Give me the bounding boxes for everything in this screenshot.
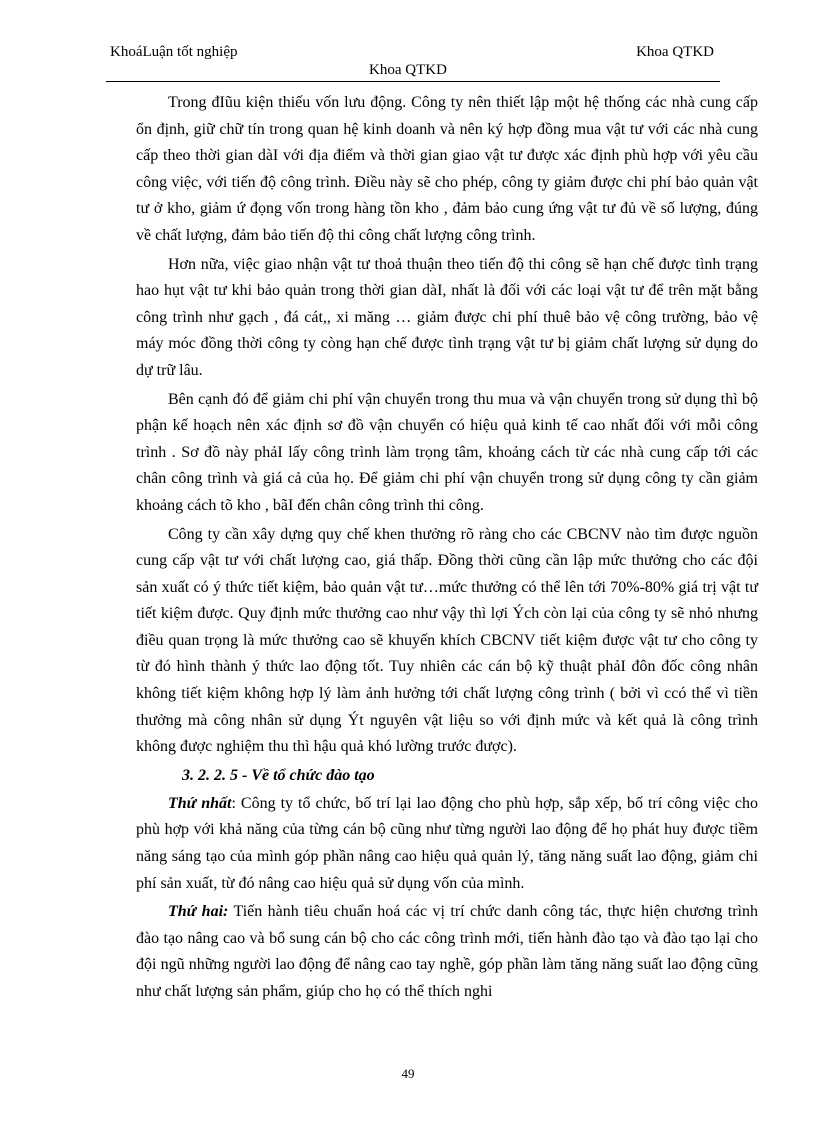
paragraph: Trong đIũu kiện thiếu vốn lưu động. Công ty nên thiết lập một hệ thống các nhà cung cấp ổn định, giữ chữ tín trong quan hệ kinh doanh và nên ký hợp đồng mua vật tư với các nhà cung cấp theo thời gian dàI với địa điểm và thời gian giao vật tư được xác định phù hợp với yêu cầu công việc, với tiến độ công trình. Điều này sẽ cho phép, công ty giảm được chi phí bảo quản vật tư ở kho, giảm ứ đọng vốn trong hàng tồn kho , đảm bảo cung ứng vật tư đủ về số lượng, đúng về chất lượng, đảm bảo tiến độ thi công chất lượng công trình.	[136, 94, 758, 244]
item-text: : Công ty tổ chức, bố trí lại lao động cho phù hợp, sắp xếp, bố trí công việc cho phù hợp với khả năng của từng cán bộ cũng như từng người lao động để họ phát huy được tiềm năng sáng tạo của mình góp phần nâng cao hiệu quả quản lý, tăng năng suất lao động, giảm chi phí sản xuất, từ đó nâng cao hiệu quả sử dụng vốn của mình.	[136, 794, 759, 892]
page-number: 49	[401, 1066, 415, 1081]
paragraph: Hơn nữa, việc giao nhận vật tư thoả thuận theo tiến độ thi công sẽ hạn chế được tình trạng hao hụt vật tư khi bảo quản trong thời gian dàI, nhất là đối với các loại vật tư để trên mặt bằng công trình như gạch , đá cát,, xi măng … giảm được chi phí thuê bảo vệ công trường, bảo vệ máy móc đồng thời công ty còng hạn chế được tình trạng vật tư bị giảm chất lượng sử dụng do dự trữ lâu.	[136, 255, 758, 379]
header-left-title: KhoáLuận tốt nghiệp	[110, 44, 238, 60]
section-heading: 3. 2. 2. 5 - Về tổ chức đào tạo	[182, 766, 375, 784]
item-lead: Thứ nhất	[168, 794, 232, 812]
paragraph: Bên cạnh đó để giảm chi phí vận chuyển trong thu mua và vận chuyển trong sử dụng thì bộ phận kế hoạch nên xác định sơ đồ vận chuyển có hiệu quả kinh tế cao nhất đối với mỗi công trình . Sơ đồ này phảI lấy công trình làm trọng tâm, khoảng cách từ các nhà cung cấp tới các chân công trình và giá cả của họ. Để giảm chi phí vận chuyển trong sử dụng công ty cần giảm khoảng cách tõ kho , bãI đến chân công trình thi công.	[136, 390, 758, 514]
item-text: Tiến hành tiêu chuẩn hoá các vị trí chức danh công tác, thực hiện chương trình đào tạo nâng cao và bổ sung cán bộ cho các công trình mới, tiến hành đào tạo và đào tạo lại cho đội ngũ những người lao động để nâng cao tay nghề, góp phần làm tăng năng suất lao động cũng như chất lượng sản phẩm, giúp cho họ có thể thích nghi	[136, 903, 758, 1000]
header-divider	[106, 81, 720, 82]
paragraph: Công ty cần xây dựng quy chế khen thưởng rõ ràng cho các CBCNV nào tìm được nguồn cung cấp vật tư với chất lượng cao, giá thấp. Đồng thời cũng cần lập mức thưởng cho các đội sản xuất có ý thức tiết kiệm, bảo quản vật tư…mức thưởng có thể lên tới 70%-80% giá trị vật tư tiết kiệm được. Quy định mức thưởng cao như vậy thì lợi Ých còn lại của công ty sẽ nhỏ nhưng điều quan trọng là mức thưởng cao sẽ khuyến khích CBCNV tiết kiệm được vật tư cho công ty từ đó hình thành ý thức lao động tốt. Tuy nhiên các cán bộ kỹ thuật phảI đôn đốc công nhân không tiết kiệm không hợp lý làm ảnh hưởng tới chất lượng công trình ( bởi vì ccó thể vì tiền thưởng mà công nhân sử dụng Ýt nguyên vật liệu so với định mức và kết quả là công trình không được nghiệm thu thì hậu quả khó lường trước được).	[136, 525, 758, 756]
list-item	[136, 899, 758, 1005]
header-center-title: Khoa QTKD	[369, 62, 447, 78]
header-right-title: Khoa QTKD	[636, 44, 714, 60]
document-body	[136, 90, 758, 1008]
item-lead: Thứ hai:	[168, 903, 229, 921]
list-item	[136, 791, 758, 897]
